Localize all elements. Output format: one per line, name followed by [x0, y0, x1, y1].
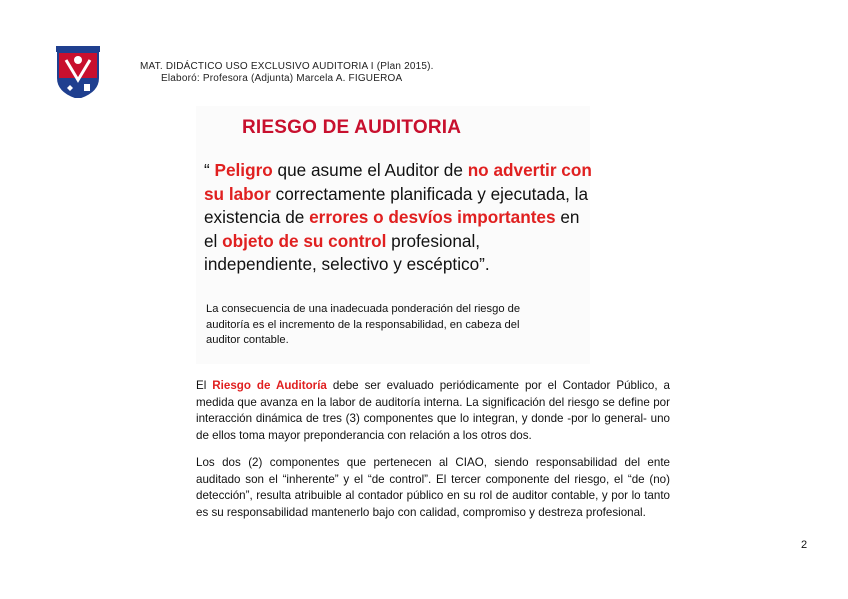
slide-image — [196, 106, 590, 364]
quote-text: profesional, independiente, selectivo y escéptico”. — [204, 230, 490, 274]
header-line-course: MAT. DIDÁCTICO USO EXCLUSIVO AUDITORIA I (Plan 2015). — [140, 61, 434, 72]
quote-text: que asume el Auditor de — [272, 160, 468, 180]
paragraph-text: El — [196, 379, 213, 392]
document-header — [140, 61, 434, 85]
paragraph-2: Los dos (2) componentes que pertenecen al CIAO, siendo responsabilidad del ente auditado son el “inherente” y el “de control”. El tercer componente del riesgo, el “de (no) detección”, resulta atribuible al contador público en su rol de auditor contable, y por lo tanto es su responsabilidad mantenerlo bajo con calidad, compromiso y destreza profesional. — [196, 456, 670, 519]
university-crest-logo — [56, 46, 100, 98]
definition-quote — [204, 159, 594, 277]
header-line-author: Elaboró: Profesora (Adjunta) Marcela A. FIGUEROA — [161, 73, 403, 84]
quote-highlight-errores: errores o desvíos importantes — [309, 207, 556, 227]
quote-highlight-objeto: objeto de su control — [222, 230, 387, 251]
paragraph-1 — [196, 378, 670, 444]
quote-highlight-no-advertir: no advertir con su labor — [204, 160, 592, 204]
body-text — [196, 378, 670, 532]
highlight-riesgo-auditoria: Riesgo de Auditoría — [212, 379, 327, 392]
quote-text: en el — [204, 207, 580, 251]
slide-caption: La consecuencia de una inadecuada ponderación del riesgo de auditoría es el incremento de la responsabilidad, en cabeza del auditor contable. — [206, 303, 521, 346]
quote-text: correctamente planificada y ejecutada, la existencia de — [204, 183, 589, 227]
quote-highlight-peligro: Peligro — [214, 160, 273, 180]
quote-open: “ — [204, 160, 215, 180]
page-number: 2 — [801, 539, 808, 551]
paragraph-text: debe ser evaluado periódicamente por el Contador Público, a medida que avanza en la labor de auditoría interna. La significación del riesgo se define por interacción dinámica de tres (3) componentes que lo integran, y donde -por lo general- uno de ellos toma mayor preponderancia con relación a los otros dos. — [196, 379, 670, 442]
slide-title: RIESGO DE AUDITORIA — [242, 117, 462, 138]
